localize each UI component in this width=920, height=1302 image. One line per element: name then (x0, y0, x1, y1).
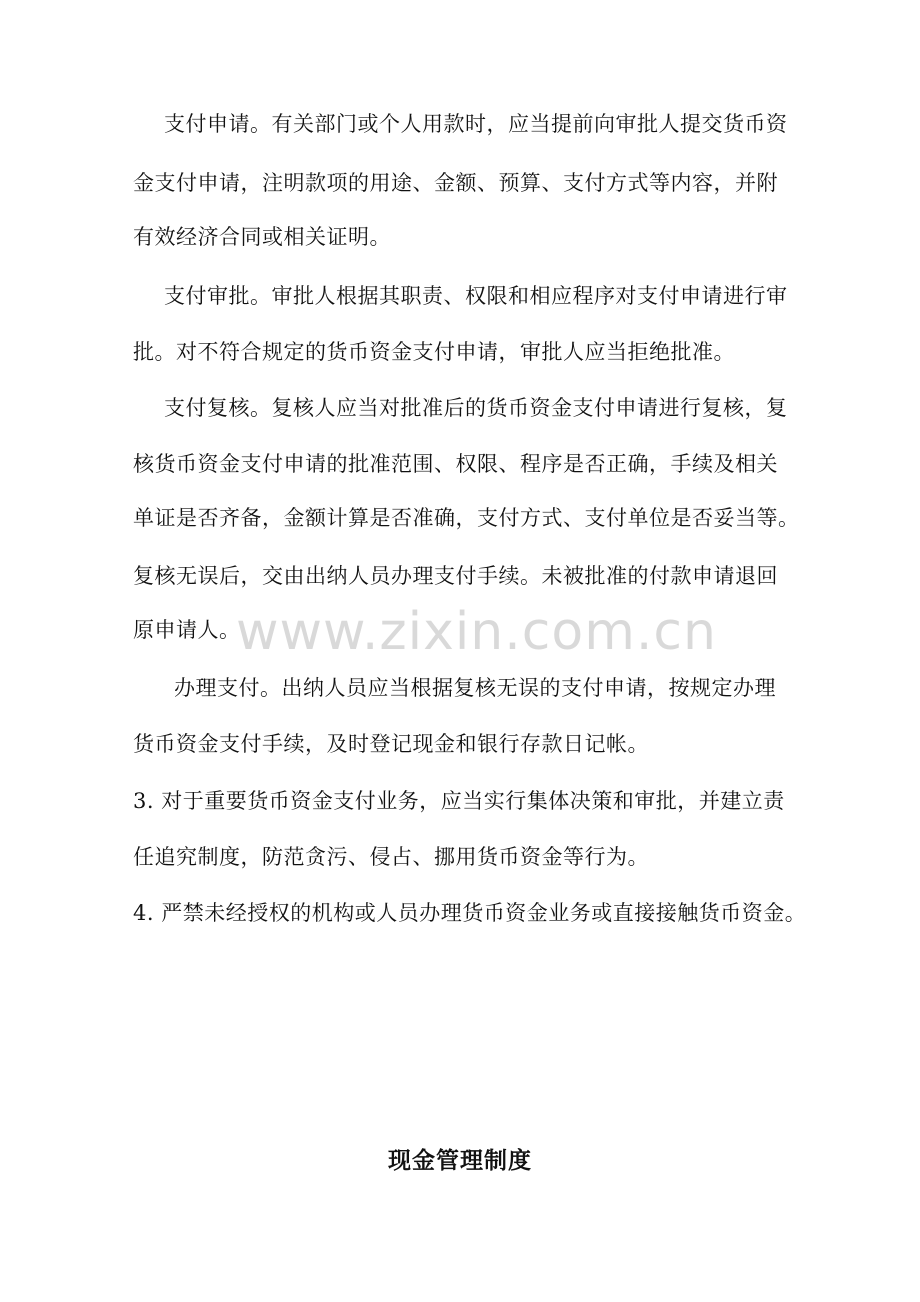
paragraph-line: 核货币资金支付申请的批准范围、权限、程序是否正确，手续及相关 (133, 452, 778, 476)
paragraph-line: 支付复核。复核人应当对批准后的货币资金支付申请进行复核，复 (164, 396, 788, 420)
paragraph-line: 办理支付。出纳人员应当根据复核无误的支付申请，按规定办理 (174, 676, 776, 700)
section-heading: 现金管理制度 (388, 1147, 532, 1174)
paragraph-line: 支付审批。审批人根据其职责、权限和相应程序对支付申请进行审 (164, 284, 788, 308)
paragraph-line: 任追究制度，防范贪污、侵占、挪用货币资金等行为。 (133, 845, 649, 869)
list-item-4: 4. 严禁未经授权的机构或人员办理货币资金业务或直接接触货币资金。 (133, 901, 807, 925)
list-item-3: 3. 对于重要货币资金支付业务，应当实行集体决策和审批，并建立责 (133, 789, 785, 813)
paragraph-line: 金支付申请，注明款项的用途、金额、预算、支付方式等内容，并附 (133, 171, 778, 195)
paragraph-line: 原申请人。 (133, 618, 241, 642)
paragraph-line: 单证是否齐备，金额计算是否准确，支付方式、支付单位是否妥当等。 (133, 506, 800, 530)
paragraph-line: 复核无误后，交由出纳人员办理支付手续。未被批准的付款申请退回 (133, 564, 778, 588)
paragraph-line: 货币资金支付手续，及时登记现金和银行存款日记帐。 (133, 732, 649, 756)
paragraph-line: 批。对不符合规定的货币资金支付申请，审批人应当拒绝批准。 (133, 340, 735, 364)
paragraph-line: 支付申请。有关部门或个人用款时，应当提前向审批人提交货币资 (164, 112, 788, 136)
watermark-text: www.zixin.com.cn (236, 602, 717, 662)
paragraph-line: 有效经济合同或相关证明。 (133, 225, 391, 249)
